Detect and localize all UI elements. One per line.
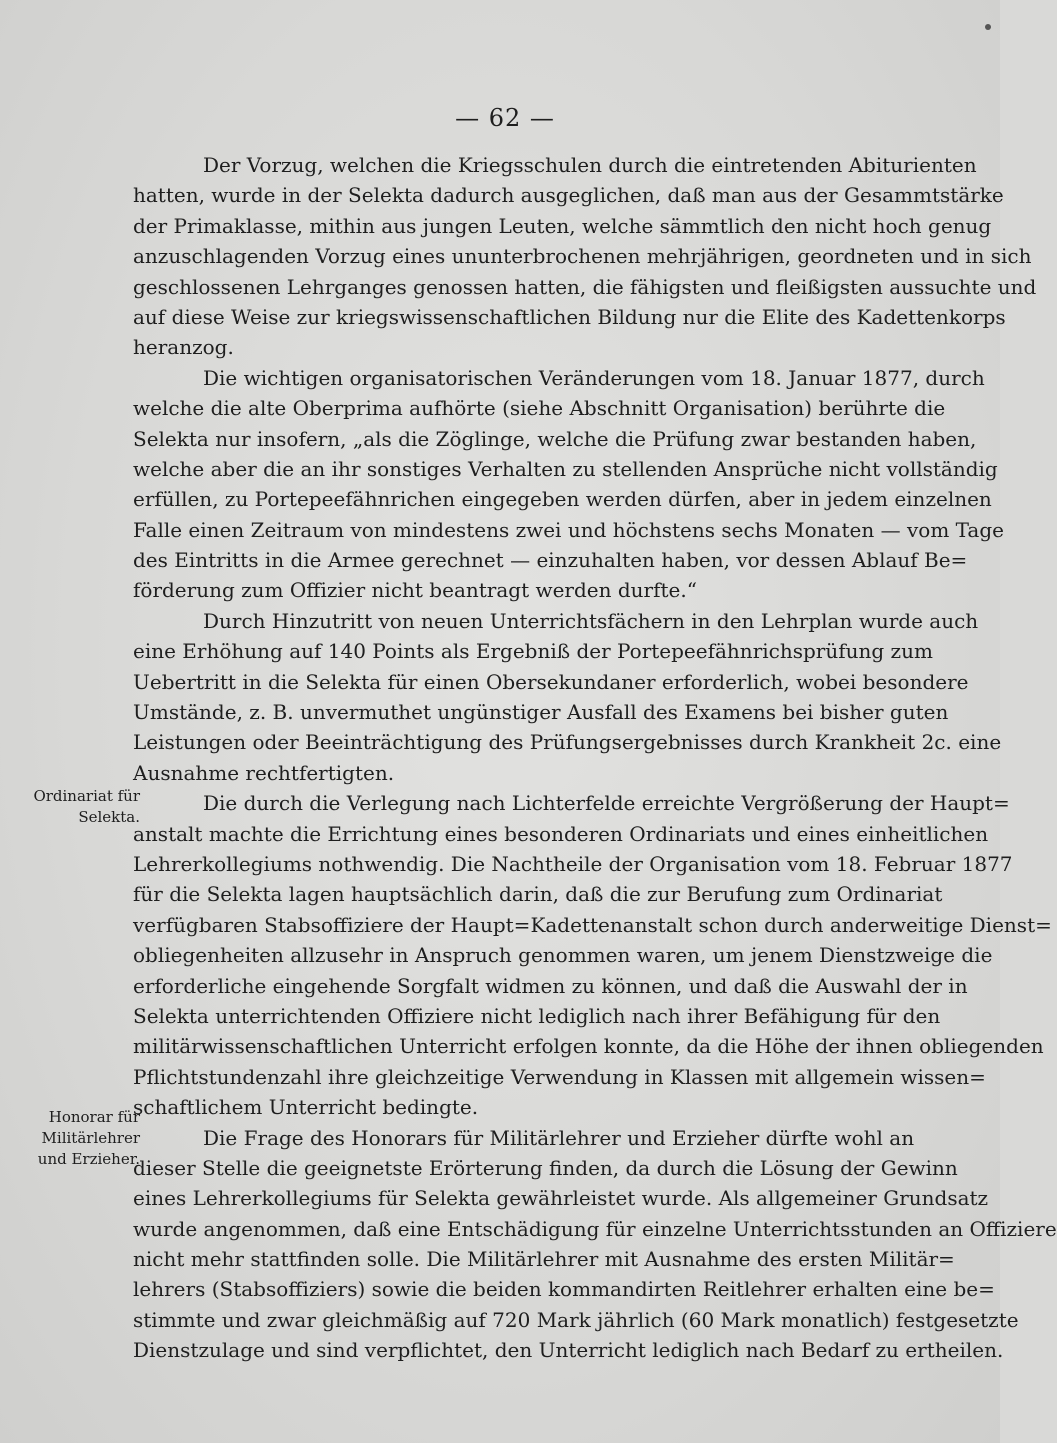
body-text [133,150,1057,1366]
text-line: stimmte und zwar gleichmäßig auf 720 Mark jährlich (60 Mark monatlich) festgesetzte [133,1307,1019,1332]
paragraph [133,788,1052,1122]
text-line: schaftlichem Unterricht bedingte. [133,1095,479,1120]
text-line: dieser Stelle die geeignetste Erörterung finden, da durch die Lösung der Gewinn [133,1155,958,1180]
text-line: Selekta nur insofern, „als die Zöglinge, welche die Prüfung zwar bestanden haben, [133,426,977,451]
text-line: Durch Hinzutritt von neuen Unterrichtsfächern in den Lehrplan wurde auch [203,608,979,633]
text-line: verfügbaren Stabsoffiziere der Haupt=Kadettenanstalt schon durch anderweitige Dienst= [133,912,1052,937]
text-line: Selekta unterrichtenden Offiziere nicht lediglich nach ihrer Befähigung für den [133,1003,941,1028]
paragraph [133,150,1037,363]
text-line: erforderliche eingehende Sorgfalt widmen zu können, und daß die Auswahl der in [133,973,968,998]
text-line: lehrers (Stabsoffiziers) sowie die beiden kommandirten Reitlehrer erhalten eine be= [133,1277,995,1302]
text-line: für die Selekta lagen hauptsächlich darin, daß die zur Berufung zum Ordinariat [133,882,943,907]
text-line: Dienstzulage und sind verpflichtet, den Unterricht lediglich nach Bedarf zu ertheilen. [133,1338,1004,1363]
text-line: förderung zum Offizier nicht beantragt werden durfte.“ [133,578,697,603]
paragraph [133,363,1004,606]
text-line: auf diese Weise zur kriegswissenschaftlichen Bildung nur die Elite des Kadettenkorps [133,304,1006,329]
text-line: Falle einen Zeitraum von mindestens zwei und höchstens sechs Monaten — vom Tage [133,517,1004,542]
text-line: obliegenheiten allzusehr in Anspruch genommen waren, um jenem Dienstzweige die [133,943,993,968]
text-line: nicht mehr stattfinden solle. Die Militärlehrer mit Ausnahme des ersten Militär= [133,1247,955,1272]
margin-note-honorar: Honorar für Militärlehrer und Erzieher. [37,1108,140,1168]
text-line: wurde angenommen, daß eine Entschädigung für einzelne Unterrichtsstunden an Offiziere [133,1216,1057,1241]
text-line: der Primaklasse, mithin aus jungen Leuten, welche sämmtlich den nicht hoch genug [133,213,992,238]
text-line: anstalt machte die Errichtung eines besonderen Ordinariats und eines einheitlichen [133,821,989,846]
text-line: Die durch die Verlegung nach Lichterfelde erreichte Vergrößerung der Haupt= [203,791,1010,816]
text-line: anzuschlagenden Vorzug eines ununterbrochenen mehrjährigen, geordneten und in sich [133,244,1032,269]
text-line: Uebertritt in die Selekta für einen Obersekundaner erforderlich, wobei besondere [133,669,969,694]
text-line: eines Lehrerkollegiums für Selekta gewährleistet wurde. Als allgemeiner Grundsatz [133,1186,989,1211]
paragraph [133,1123,1057,1366]
text-line: geschlossenen Lehrganges genossen hatten, die fähigsten und fleißigsten aussuchte und [133,274,1037,299]
text-line: hatten, wurde in der Selekta dadurch ausgeglichen, daß man aus der Gesammtstärke [133,183,1004,208]
text-line: Pflichtstundenzahl ihre gleichzeitige Verwendung in Klassen mit allgemein wissen= [133,1064,986,1089]
text-line: welche die alte Oberprima aufhörte (siehe Abschnitt Organisation) berührte die [133,396,946,421]
text-line: welche aber die an ihr sonstiges Verhalten zu stellenden Ansprüche nicht vollständig [133,456,998,481]
paragraph [133,606,1002,788]
text-line: Leistungen oder Beeinträchtigung des Prüfungsergebnisses durch Krankheit 2c. eine [133,730,1002,755]
text-line: militärwissenschaftlichen Unterricht erfolgen konnte, da die Höhe der ihnen obliegenden [133,1034,1044,1059]
text-line: Lehrerkollegiums nothwendig. Die Nachtheile der Organisation vom 18. Februar 1877 [133,851,1013,876]
text-line: des Eintritts in die Armee gerechnet — einzuhalten haben, vor dessen Ablauf Be= [133,548,968,573]
ink-dot [985,24,991,30]
text-line: Die wichtigen organisatorischen Veränderungen vom 18. Januar 1877, durch [203,365,985,390]
text-line: Umstände, z. B. unvermuthet ungünstiger Ausfall des Examens bei bisher guten [133,700,949,725]
text-line: Die Frage des Honorars für Militärlehrer und Erzieher dürfte wohl an [203,1125,915,1150]
margin-note-ordinariat: Ordinariat für Selekta. [33,787,140,826]
text-line: Der Vorzug, welchen die Kriegsschulen durch die eintretenden Abiturienten [203,153,977,177]
text-line: eine Erhöhung auf 140 Points als Ergebniß der Portepeefähnrichsprüfung zum [133,639,933,664]
text-line: erfüllen, zu Portepeefähnrichen eingegeben werden dürfen, aber in jedem einzelnen [133,487,992,512]
text-line: heranzog. [133,335,234,360]
text-line: Ausnahme rechtfertigten. [133,760,395,785]
page-number: — 62 — [455,104,555,132]
